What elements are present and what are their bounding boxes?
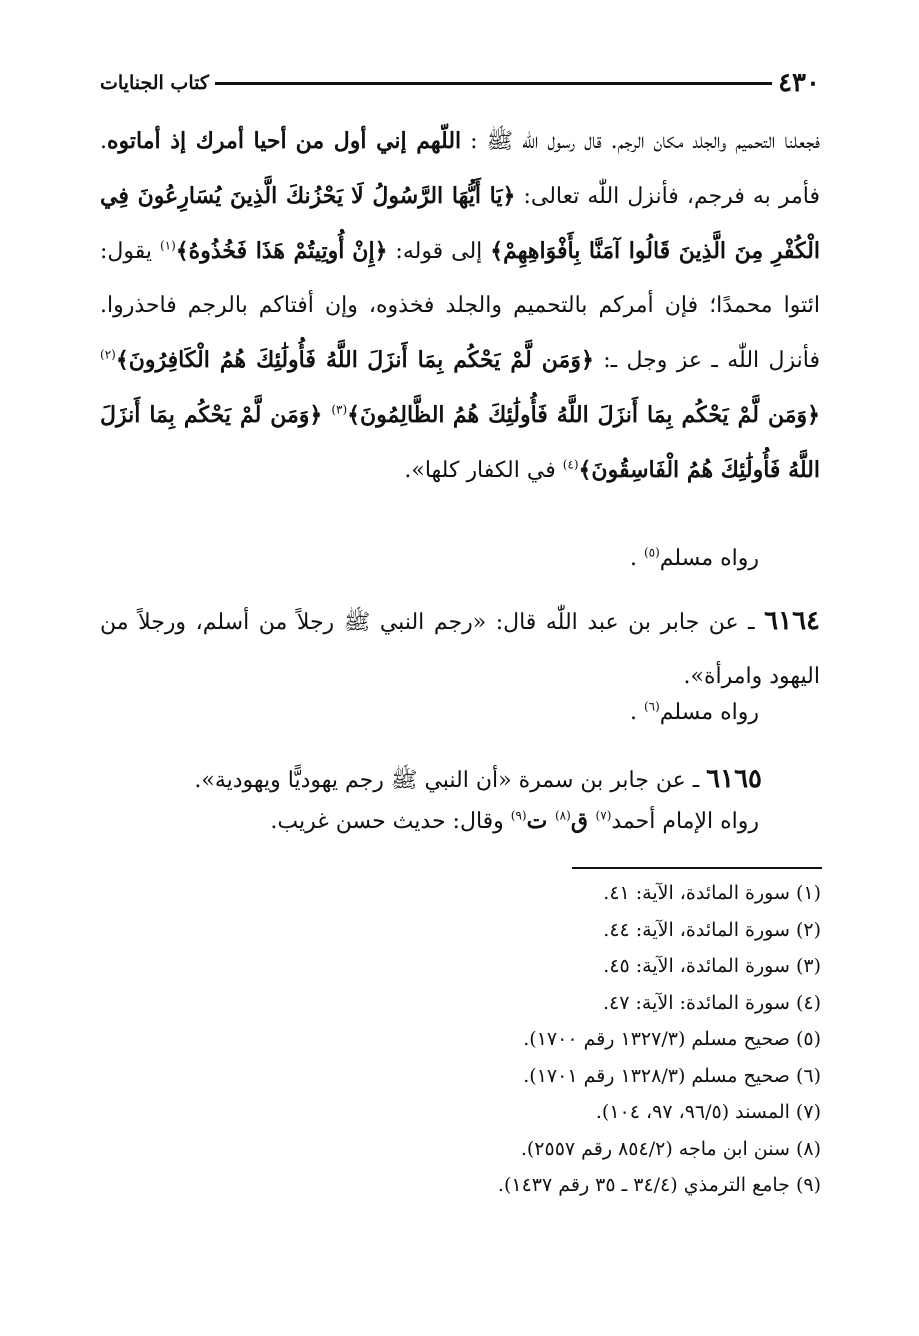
footnote-item: (١) سورة المائدة، الآية: ٤١. xyxy=(603,882,821,904)
text-run: وإن أفتاكم بالرجم فاحذروا. فأنزل اللّٰه ـ عز وجل ـ: xyxy=(100,293,820,373)
footnote-item: (٨) سنن ابن ماجه (٨٥٤/٢ رقم ٢٥٥٧). xyxy=(520,1137,821,1160)
source-text: رواه مسلم xyxy=(659,700,759,725)
footnote-item: (٢) سورة المائدة، الآية: ٤٤. xyxy=(603,918,821,941)
footnote-ref: (٨) xyxy=(554,808,571,823)
main-paragraph xyxy=(100,114,820,498)
footnote-ref: (٤) xyxy=(562,457,579,472)
source-text: رواه الإمام أحمد xyxy=(611,809,759,834)
footnote-item: (٣) سورة المائدة، الآية: ٤٥. xyxy=(603,955,821,977)
source-abbrev: ق xyxy=(570,808,596,834)
hadith-6165 xyxy=(100,752,820,808)
quran-verse: الظَّالِمُونَ﴾ xyxy=(347,402,445,428)
footnote-ref: (٢) xyxy=(100,347,116,362)
quran-verse: ﴿يَا أَيُّهَا الرَّسُولُ لَا xyxy=(351,183,516,209)
quran-verse: يَحْزُنكَ الَّذِينَ يُسَارِعُونَ فِي الْكُفْرِ مِنَ الَّذِينَ قَالُوا آمَنَّا بِأَفْوَاهِهِمْ﴾ xyxy=(100,183,820,264)
header-rule xyxy=(215,82,772,85)
quran-verse: ﴿وَمَن لَّمْ يَحْكُم بِمَا أَنزَلَ اللَّهُ فَأُولَٰئِكَ هُمُ الْفَاسِقُونَ﴾ xyxy=(100,402,820,483)
text-run: في الكفار xyxy=(466,458,563,483)
source-abbrev: ت xyxy=(526,808,555,834)
hadith-number: ٦١٦٥ xyxy=(706,764,762,794)
text-run: كلها». xyxy=(404,458,460,483)
footnote-item: (٤) سورة المائدة: الآية: ٤٧. xyxy=(603,991,821,1014)
hadith-number: ٦١٦٤ xyxy=(764,606,820,636)
source-end: . xyxy=(629,700,644,725)
source-line-6165 xyxy=(270,808,759,834)
footnote-separator xyxy=(572,867,822,869)
footnote-item: (٧) المسند (٩٦/٥، ٩٧، ١٠٤). xyxy=(595,1101,821,1123)
footnote-ref: (٧) xyxy=(595,808,612,823)
running-header xyxy=(100,66,820,100)
text-run: يقول: ائتوا محمدًا؛ فإن أمركم بالتحميم والجلد فخذوه، xyxy=(100,239,820,318)
source-end: . xyxy=(629,546,644,571)
text-run: إلى قوله: xyxy=(387,239,491,264)
footnote-item: (٦) صحيح مسلم (١٣٢٨/٣ رقم ١٧٠١). xyxy=(523,1064,821,1087)
source-text: رواه مسلم xyxy=(659,546,759,571)
footnote-ref: (٩) xyxy=(510,808,527,823)
footnote-ref: (٦) xyxy=(643,699,660,714)
hadith-text: ـ عن جابر بن سمرة «أن النبي ﷺ رجم يهوديًّا ويهودية». xyxy=(194,768,707,793)
footnotes xyxy=(361,875,821,1204)
source-line-6164 xyxy=(630,700,759,725)
text-run: . فأمر به فرجم، فأنزل اللّٰه تعالى: xyxy=(100,129,820,209)
quran-verse: اللَّهُ فَأُولَٰئِكَ هُمُ الْكَافِرُونَ﴾ xyxy=(115,347,358,373)
page-number: ٤٣٠ xyxy=(778,68,820,98)
footnote-item: (٥) صحيح مسلم (١٣٢٧/٣ رقم ١٧٠٠). xyxy=(523,1028,821,1050)
text-run: فجعلنا التحميم والجلد مكان الرجم. قال رسول اللّٰه ﷺ : xyxy=(461,129,820,154)
quran-verse: أُوتِيتُمْ هَذَا فَخُذُوهُ﴾ xyxy=(175,238,345,264)
hadith-6165-wrapper xyxy=(194,764,762,794)
chapter-title: كتاب الجنايات xyxy=(100,72,209,94)
footnote-item: (٩) جامع الترمذي (٣٤/٤ ـ ٣٥ رقم ١٤٣٧). xyxy=(497,1174,821,1196)
hadith-text: ـ عن جابر بن عبد اللّٰه قال: «رجم النبي ﷺ رجلاً من أسلم، ورجلاً من اليهود وامرأة». xyxy=(100,610,820,689)
source-text: وقال: حديث حسن غريب. xyxy=(270,809,511,834)
footnote-ref: (١) xyxy=(159,238,176,253)
footnote-ref: (٥) xyxy=(643,545,660,560)
quran-verse: ﴿إِنْ xyxy=(352,238,388,264)
text-run: أحيا أمرك إذ أماتوه xyxy=(107,128,287,154)
quran-verse: ﴿وَمَن لَّمْ يَحْكُم بِمَا أَنزَلَ اللَّهُ فَأُولَٰئِكَ هُمُ xyxy=(452,402,820,428)
source-line-6163 xyxy=(630,546,759,571)
text-run: اللّهم إني أول من xyxy=(295,128,462,154)
hadith-6164 xyxy=(100,594,820,704)
footnote-ref: (٣) xyxy=(331,402,348,417)
quran-verse: ﴿وَمَن لَّمْ يَحْكُم بِمَا أَنزَلَ xyxy=(367,347,594,373)
